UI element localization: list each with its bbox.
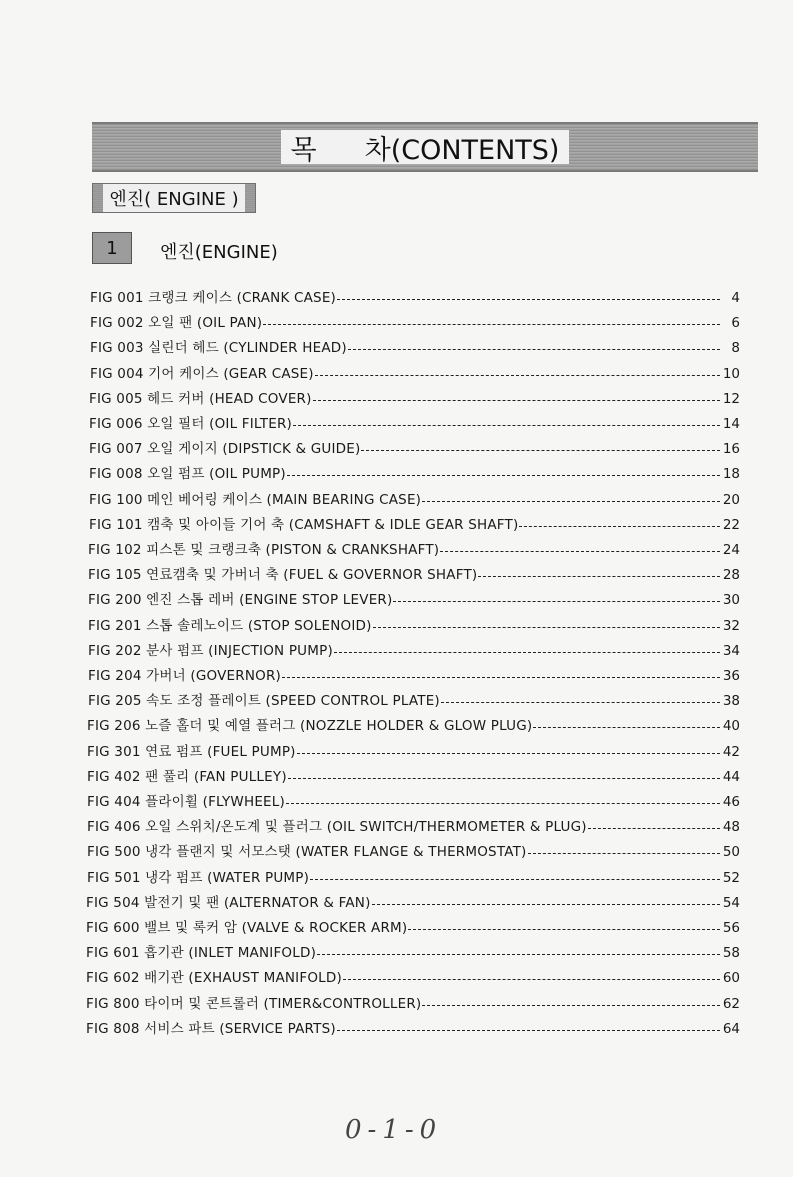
- toc-entry-page: 32: [722, 617, 740, 634]
- toc-entry-title: FIG 301 연료 펌프 (FUEL PUMP): [87, 743, 296, 760]
- dotted-leader: [408, 928, 720, 930]
- dotted-leader: [297, 752, 720, 754]
- dotted-leader: [422, 1004, 720, 1006]
- dotted-leader: [313, 399, 720, 401]
- toc-entry[interactable]: [87, 817, 740, 835]
- dotted-leader: [287, 474, 720, 476]
- dotted-leader: [337, 1029, 720, 1031]
- toc-entry-title: FIG 504 발전기 및 팬 (ALTERNATOR & FAN): [86, 894, 371, 911]
- toc-entry[interactable]: [89, 389, 740, 407]
- toc-entry-page: 38: [722, 693, 740, 710]
- dotted-leader: [282, 676, 720, 678]
- toc-entry-title: FIG 201 스톱 솔레노이드 (STOP SOLENOID): [88, 617, 372, 634]
- toc-entry-page: 36: [722, 668, 740, 684]
- toc-entry-title: FIG 101 캠축 및 아이들 기어 축 (CAMSHAFT & IDLE GEAR SHAFT): [89, 516, 519, 533]
- toc-entry-title: FIG 105 연료캠축 및 가버너 축 (FUEL & GOVERNOR SHAFT): [88, 567, 478, 584]
- toc-entry-title: FIG 601 흡기관 (INLET MANIFOLD): [86, 945, 317, 962]
- toc-entry-title: FIG 204 가버너 (GOVERNOR): [88, 668, 282, 684]
- toc-entry-page: 56: [722, 920, 740, 936]
- dotted-leader: [263, 323, 720, 325]
- title-contents: 차(CONTENTS): [364, 134, 560, 166]
- toc-entry-page: 50: [722, 844, 740, 861]
- toc-entry[interactable]: [89, 515, 740, 533]
- toc-entry[interactable]: [86, 918, 740, 936]
- toc-entry[interactable]: [87, 767, 740, 785]
- title-korean: 목: [290, 134, 317, 166]
- toc-entry[interactable]: [90, 338, 740, 356]
- toc-entry-title: FIG 002 오일 팬 (OIL PAN): [90, 315, 263, 332]
- toc-entry-page: 54: [722, 894, 740, 911]
- toc-entry-title: FIG 406 오일 스위치/온도계 및 플러그 (OIL SWITCH/THERMOMETER & PLUG): [87, 819, 587, 836]
- toc-entry[interactable]: [90, 364, 740, 382]
- toc-entry-title: FIG 006 오일 필터 (OIL FILTER): [89, 416, 293, 432]
- toc-entry[interactable]: [86, 994, 740, 1012]
- toc-entry[interactable]: [86, 943, 740, 961]
- dotted-leader: [533, 726, 720, 728]
- toc-entry-page: 20: [722, 491, 740, 508]
- toc-entry[interactable]: [86, 893, 740, 911]
- toc-entry-page: 12: [722, 390, 740, 407]
- handwritten-page-mark: 0-1-0: [345, 1115, 443, 1145]
- toc-entry-page: 42: [722, 743, 740, 760]
- dotted-leader: [440, 550, 720, 552]
- toc-entry-title: FIG 205 속도 조정 플레이트 (SPEED CONTROL PLATE): [88, 693, 440, 710]
- dotted-leader: [337, 298, 720, 300]
- toc-entry[interactable]: [89, 414, 740, 432]
- dotted-leader: [348, 348, 720, 350]
- toc-entry-page: 16: [722, 441, 740, 458]
- toc-entry-title: FIG 800 타이머 및 콘트롤러 (TIMER&CONTROLLER): [86, 995, 422, 1012]
- toc-entry[interactable]: [87, 868, 740, 886]
- toc-entry[interactable]: [86, 968, 740, 986]
- toc-entry[interactable]: [89, 490, 740, 508]
- toc-entry-title: FIG 402 팬 풀리 (FAN PULLEY): [87, 768, 287, 785]
- toc-entry-page: 40: [722, 718, 740, 735]
- toc-entry-title: FIG 200 엔진 스톱 레버 (ENGINE STOP LEVER): [88, 592, 393, 609]
- toc-entry[interactable]: [87, 842, 740, 860]
- subsection-number-box: 1: [92, 232, 132, 264]
- toc-entry-title: FIG 001 크랭크 케이스 (CRANK CASE): [90, 290, 337, 306]
- toc-entry-page: 28: [722, 567, 740, 584]
- toc-entry-title: FIG 501 냉각 펌프 (WATER PUMP): [87, 869, 310, 886]
- toc-entry-title: FIG 202 분사 펌프 (INJECTION PUMP): [88, 642, 333, 659]
- toc-entry[interactable]: [88, 616, 740, 634]
- toc-entry-title: FIG 004 기어 케이스 (GEAR CASE): [90, 365, 314, 382]
- dotted-leader: [315, 374, 720, 376]
- dotted-leader: [528, 852, 720, 854]
- toc-entry[interactable]: [87, 792, 740, 810]
- toc-entry-title: FIG 005 헤드 커버 (HEAD COVER): [89, 390, 312, 407]
- dotted-leader: [288, 777, 720, 779]
- dotted-leader: [293, 424, 720, 426]
- dotted-leader: [519, 525, 720, 527]
- toc-entry-page: 22: [722, 516, 740, 533]
- dotted-leader: [373, 626, 720, 628]
- toc-entry-title: FIG 008 오일 펌프 (OIL PUMP): [89, 466, 286, 483]
- section-label-text: 엔진( ENGINE ): [103, 184, 244, 212]
- dotted-leader: [334, 651, 720, 653]
- toc-entry[interactable]: [88, 540, 740, 558]
- toc-entry-page: 58: [722, 945, 740, 962]
- toc-entry-page: 24: [722, 542, 740, 558]
- toc-entry-page: 48: [722, 819, 740, 836]
- dotted-leader: [361, 449, 720, 451]
- toc-entry-title: FIG 003 실린더 헤드 (CYLINDER HEAD): [90, 340, 347, 357]
- toc-entry[interactable]: [88, 590, 740, 608]
- toc-entry-title: FIG 808 서비스 파트 (SERVICE PARTS): [86, 1020, 336, 1037]
- toc-entry-title: FIG 007 오일 게이지 (DIPSTICK & GUIDE): [89, 441, 361, 458]
- toc-entry[interactable]: [87, 742, 740, 760]
- dotted-leader: [393, 600, 720, 602]
- toc-entry-title: FIG 404 플라이휠 (FLYWHEEL): [87, 794, 285, 810]
- dotted-leader: [441, 701, 720, 703]
- toc-entry-page: 4: [731, 290, 740, 306]
- toc-entry-page: 10: [722, 365, 740, 382]
- toc-entry-title: FIG 100 메인 베어링 케이스 (MAIN BEARING CASE): [89, 491, 422, 508]
- toc-entry[interactable]: [88, 691, 740, 709]
- toc-entry[interactable]: [88, 641, 740, 659]
- toc-entry-page: 8: [731, 340, 740, 357]
- toc-entry-page: 46: [722, 794, 740, 810]
- dotted-leader: [310, 878, 720, 880]
- toc-entry-page: 62: [722, 995, 740, 1012]
- toc-entry-page: 34: [722, 642, 740, 659]
- toc-entry-page: 30: [722, 592, 740, 609]
- dotted-leader: [422, 500, 720, 502]
- toc-entry[interactable]: [88, 565, 740, 583]
- toc-entry-page: 44: [722, 768, 740, 785]
- dotted-leader: [478, 575, 720, 577]
- dotted-leader: [372, 903, 720, 905]
- toc-entry[interactable]: [88, 666, 740, 684]
- toc-entry-title: FIG 602 배기관 (EXHAUST MANIFOLD): [86, 970, 342, 987]
- toc-entry-title: FIG 600 밸브 및 록커 암 (VALVE & ROCKER ARM): [86, 920, 408, 936]
- toc-entry-page: 18: [722, 466, 740, 483]
- toc-entry[interactable]: [86, 1019, 740, 1037]
- toc-entry[interactable]: [89, 439, 740, 457]
- dotted-leader: [343, 978, 720, 980]
- toc-entry[interactable]: [90, 288, 740, 306]
- toc-entry[interactable]: [87, 716, 740, 734]
- toc-entry-page: 6: [731, 315, 740, 332]
- subsection-title: 엔진(ENGINE): [160, 242, 278, 263]
- toc-entry-page: 60: [722, 970, 740, 987]
- toc-entry[interactable]: [89, 464, 740, 482]
- dotted-leader: [317, 953, 720, 955]
- toc-entry-page: 14: [722, 416, 740, 432]
- toc-entry[interactable]: [90, 313, 740, 331]
- dotted-leader: [588, 827, 720, 829]
- toc-entry-page: 64: [722, 1020, 740, 1037]
- toc-entry-title: FIG 500 냉각 플랜지 및 서모스탯 (WATER FLANGE & THERMOSTAT): [87, 844, 527, 861]
- toc-entry-title: FIG 102 피스톤 및 크랭크축 (PISTON & CRANKSHAFT): [88, 542, 440, 558]
- toc-entry-page: 52: [722, 869, 740, 886]
- dotted-leader: [286, 802, 720, 804]
- toc-entry-title: FIG 206 노즐 홀더 및 예열 플러그 (NOZZLE HOLDER & GLOW PLUG): [87, 718, 533, 735]
